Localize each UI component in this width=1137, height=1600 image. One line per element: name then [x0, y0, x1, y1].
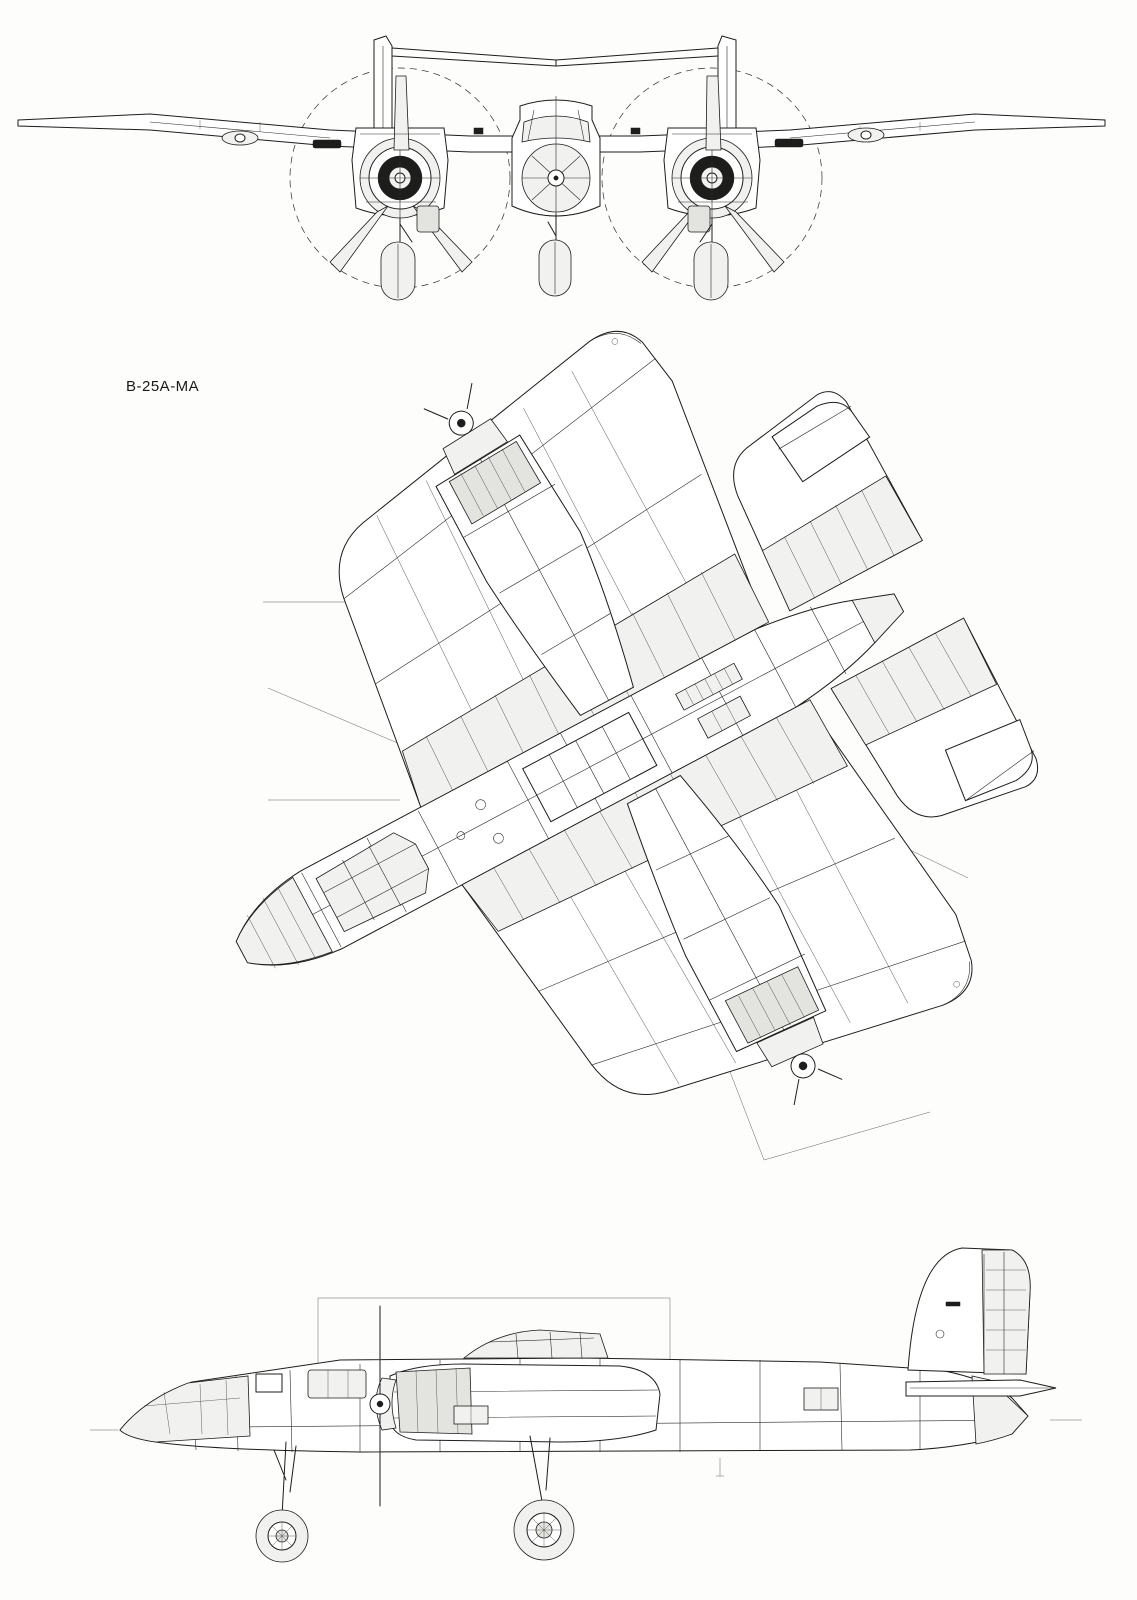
side-view-stabilizer: [906, 1380, 1056, 1396]
page-title: B-25A-MA: [126, 378, 200, 395]
plan-view-airframe: [57, 230, 1130, 1299]
front-view-left-engine: [330, 76, 472, 300]
front-view: [0, 10, 1137, 310]
side-view-nose-gear: [256, 1442, 308, 1562]
side-view-vertical-fin: [908, 1248, 1030, 1374]
side-view-main-gear: [514, 1436, 574, 1560]
front-view-right-engine: [642, 76, 784, 300]
front-view-fuselage: [474, 96, 640, 220]
plan-view: [100, 330, 1060, 1220]
front-view-nose-gear: [539, 214, 571, 296]
side-view: [60, 1230, 1090, 1590]
